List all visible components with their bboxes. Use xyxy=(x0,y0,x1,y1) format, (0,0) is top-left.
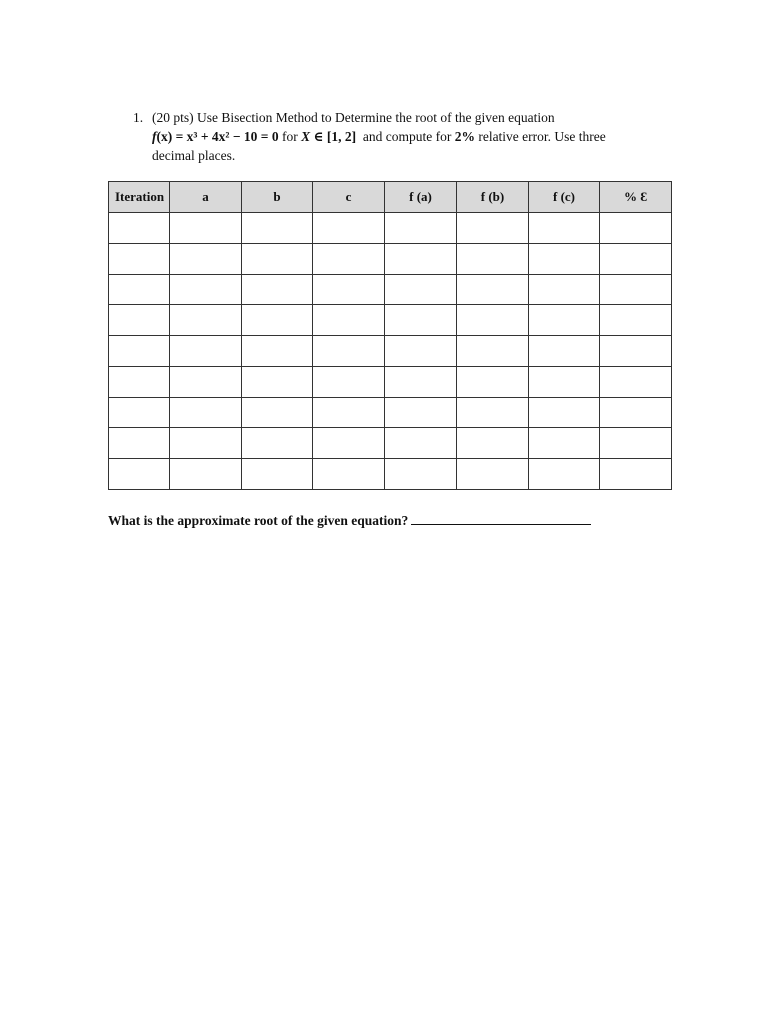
error-percent: 2% xyxy=(454,129,475,144)
table-cell[interactable] xyxy=(109,213,170,244)
equation-body: (x) = x³ + 4x² − 10 = 0 xyxy=(156,129,279,144)
question-line-2 xyxy=(133,127,653,146)
table-cell[interactable] xyxy=(385,274,457,305)
table-cell[interactable] xyxy=(313,243,385,274)
compute-text: and compute for xyxy=(362,129,452,144)
equation-function-name: f xyxy=(152,129,157,144)
question-text: (20 pts) Use Bisection Method to Determine the root of the given equation xyxy=(152,110,555,125)
table-cell[interactable] xyxy=(600,305,672,336)
table-cell[interactable] xyxy=(529,243,600,274)
table-cell[interactable] xyxy=(385,366,457,397)
question-number: 1. xyxy=(133,110,144,125)
table-cell[interactable] xyxy=(170,213,242,244)
bisection-table xyxy=(108,181,672,490)
equation xyxy=(152,129,279,144)
table-cell[interactable] xyxy=(600,366,672,397)
header-iteration: Iteration xyxy=(109,182,170,213)
table-row xyxy=(109,213,672,244)
domain-condition xyxy=(301,129,356,144)
table-cell[interactable] xyxy=(170,366,242,397)
table-cell[interactable] xyxy=(109,397,170,428)
table-cell[interactable] xyxy=(109,459,170,490)
table-cell[interactable] xyxy=(109,366,170,397)
table-cell[interactable] xyxy=(457,336,529,367)
table-cell[interactable] xyxy=(313,336,385,367)
table-cell[interactable] xyxy=(529,274,600,305)
table-cell[interactable] xyxy=(529,305,600,336)
table-cell[interactable] xyxy=(109,336,170,367)
instruction-text: relative error. Use three xyxy=(478,129,606,144)
answer-line xyxy=(108,510,591,529)
for-text: for xyxy=(281,129,298,144)
table-cell[interactable] xyxy=(242,243,313,274)
table-cell[interactable] xyxy=(529,366,600,397)
table-cell[interactable] xyxy=(313,428,385,459)
table-cell[interactable] xyxy=(109,305,170,336)
answer-question: What is the approximate root of the given equation? xyxy=(108,513,409,528)
table-cell[interactable] xyxy=(457,305,529,336)
table-cell[interactable] xyxy=(457,274,529,305)
table-cell[interactable] xyxy=(242,397,313,428)
table-cell[interactable] xyxy=(385,305,457,336)
table-cell[interactable] xyxy=(313,305,385,336)
table-cell[interactable] xyxy=(242,459,313,490)
header-a: a xyxy=(170,182,242,213)
table-row xyxy=(109,366,672,397)
table-cell[interactable] xyxy=(313,459,385,490)
table-cell[interactable] xyxy=(457,213,529,244)
table-cell[interactable] xyxy=(170,305,242,336)
table-cell[interactable] xyxy=(109,428,170,459)
table-cell[interactable] xyxy=(457,366,529,397)
domain-variable: X xyxy=(301,129,311,144)
table-cell[interactable] xyxy=(529,428,600,459)
table-cell[interactable] xyxy=(170,274,242,305)
table-row xyxy=(109,336,672,367)
table-cell[interactable] xyxy=(529,459,600,490)
header-b: b xyxy=(242,182,313,213)
table-cell[interactable] xyxy=(457,459,529,490)
table-cell[interactable] xyxy=(529,397,600,428)
table-cell[interactable] xyxy=(170,428,242,459)
table-cell[interactable] xyxy=(385,459,457,490)
table-cell[interactable] xyxy=(529,336,600,367)
table-cell[interactable] xyxy=(313,274,385,305)
table-cell[interactable] xyxy=(529,213,600,244)
table-cell[interactable] xyxy=(242,336,313,367)
table-cell[interactable] xyxy=(385,397,457,428)
table-cell[interactable] xyxy=(313,397,385,428)
table-cell[interactable] xyxy=(242,305,313,336)
table-cell[interactable] xyxy=(385,336,457,367)
table-row xyxy=(109,243,672,274)
table-cell[interactable] xyxy=(242,428,313,459)
table-cell[interactable] xyxy=(385,243,457,274)
table-cell[interactable] xyxy=(170,397,242,428)
table-cell[interactable] xyxy=(313,366,385,397)
header-fb: f (b) xyxy=(457,182,529,213)
table-cell[interactable] xyxy=(242,274,313,305)
table-row xyxy=(109,274,672,305)
table-cell[interactable] xyxy=(600,243,672,274)
table-cell[interactable] xyxy=(242,213,313,244)
table-cell[interactable] xyxy=(109,274,170,305)
table-cell[interactable] xyxy=(242,366,313,397)
header-fc: f (c) xyxy=(529,182,600,213)
table-cell[interactable] xyxy=(600,428,672,459)
question-line-1 xyxy=(133,108,653,127)
table-cell[interactable] xyxy=(457,397,529,428)
table-header-row xyxy=(109,182,672,213)
table-cell[interactable] xyxy=(600,213,672,244)
table-cell[interactable] xyxy=(170,336,242,367)
answer-blank[interactable] xyxy=(411,510,591,525)
table-cell[interactable] xyxy=(457,428,529,459)
table-cell[interactable] xyxy=(170,459,242,490)
table-cell[interactable] xyxy=(600,274,672,305)
domain-interval: ∈ [1, 2] xyxy=(313,129,357,144)
header-fa: f (a) xyxy=(385,182,457,213)
table-row xyxy=(109,397,672,428)
table-row xyxy=(109,305,672,336)
table-cell[interactable] xyxy=(600,459,672,490)
table-cell[interactable] xyxy=(170,243,242,274)
table-cell[interactable] xyxy=(385,428,457,459)
header-c: c xyxy=(313,182,385,213)
table-row xyxy=(109,428,672,459)
table-cell[interactable] xyxy=(600,397,672,428)
table-cell[interactable] xyxy=(385,213,457,244)
table-cell[interactable] xyxy=(109,243,170,274)
table-cell[interactable] xyxy=(600,336,672,367)
question-line-3: decimal places. xyxy=(152,148,236,163)
table-cell[interactable] xyxy=(457,243,529,274)
table-body xyxy=(109,213,672,490)
table-row xyxy=(109,459,672,490)
table-cell[interactable] xyxy=(313,213,385,244)
header-relative-error: % Ɛ xyxy=(600,182,672,213)
question-block xyxy=(133,108,653,165)
